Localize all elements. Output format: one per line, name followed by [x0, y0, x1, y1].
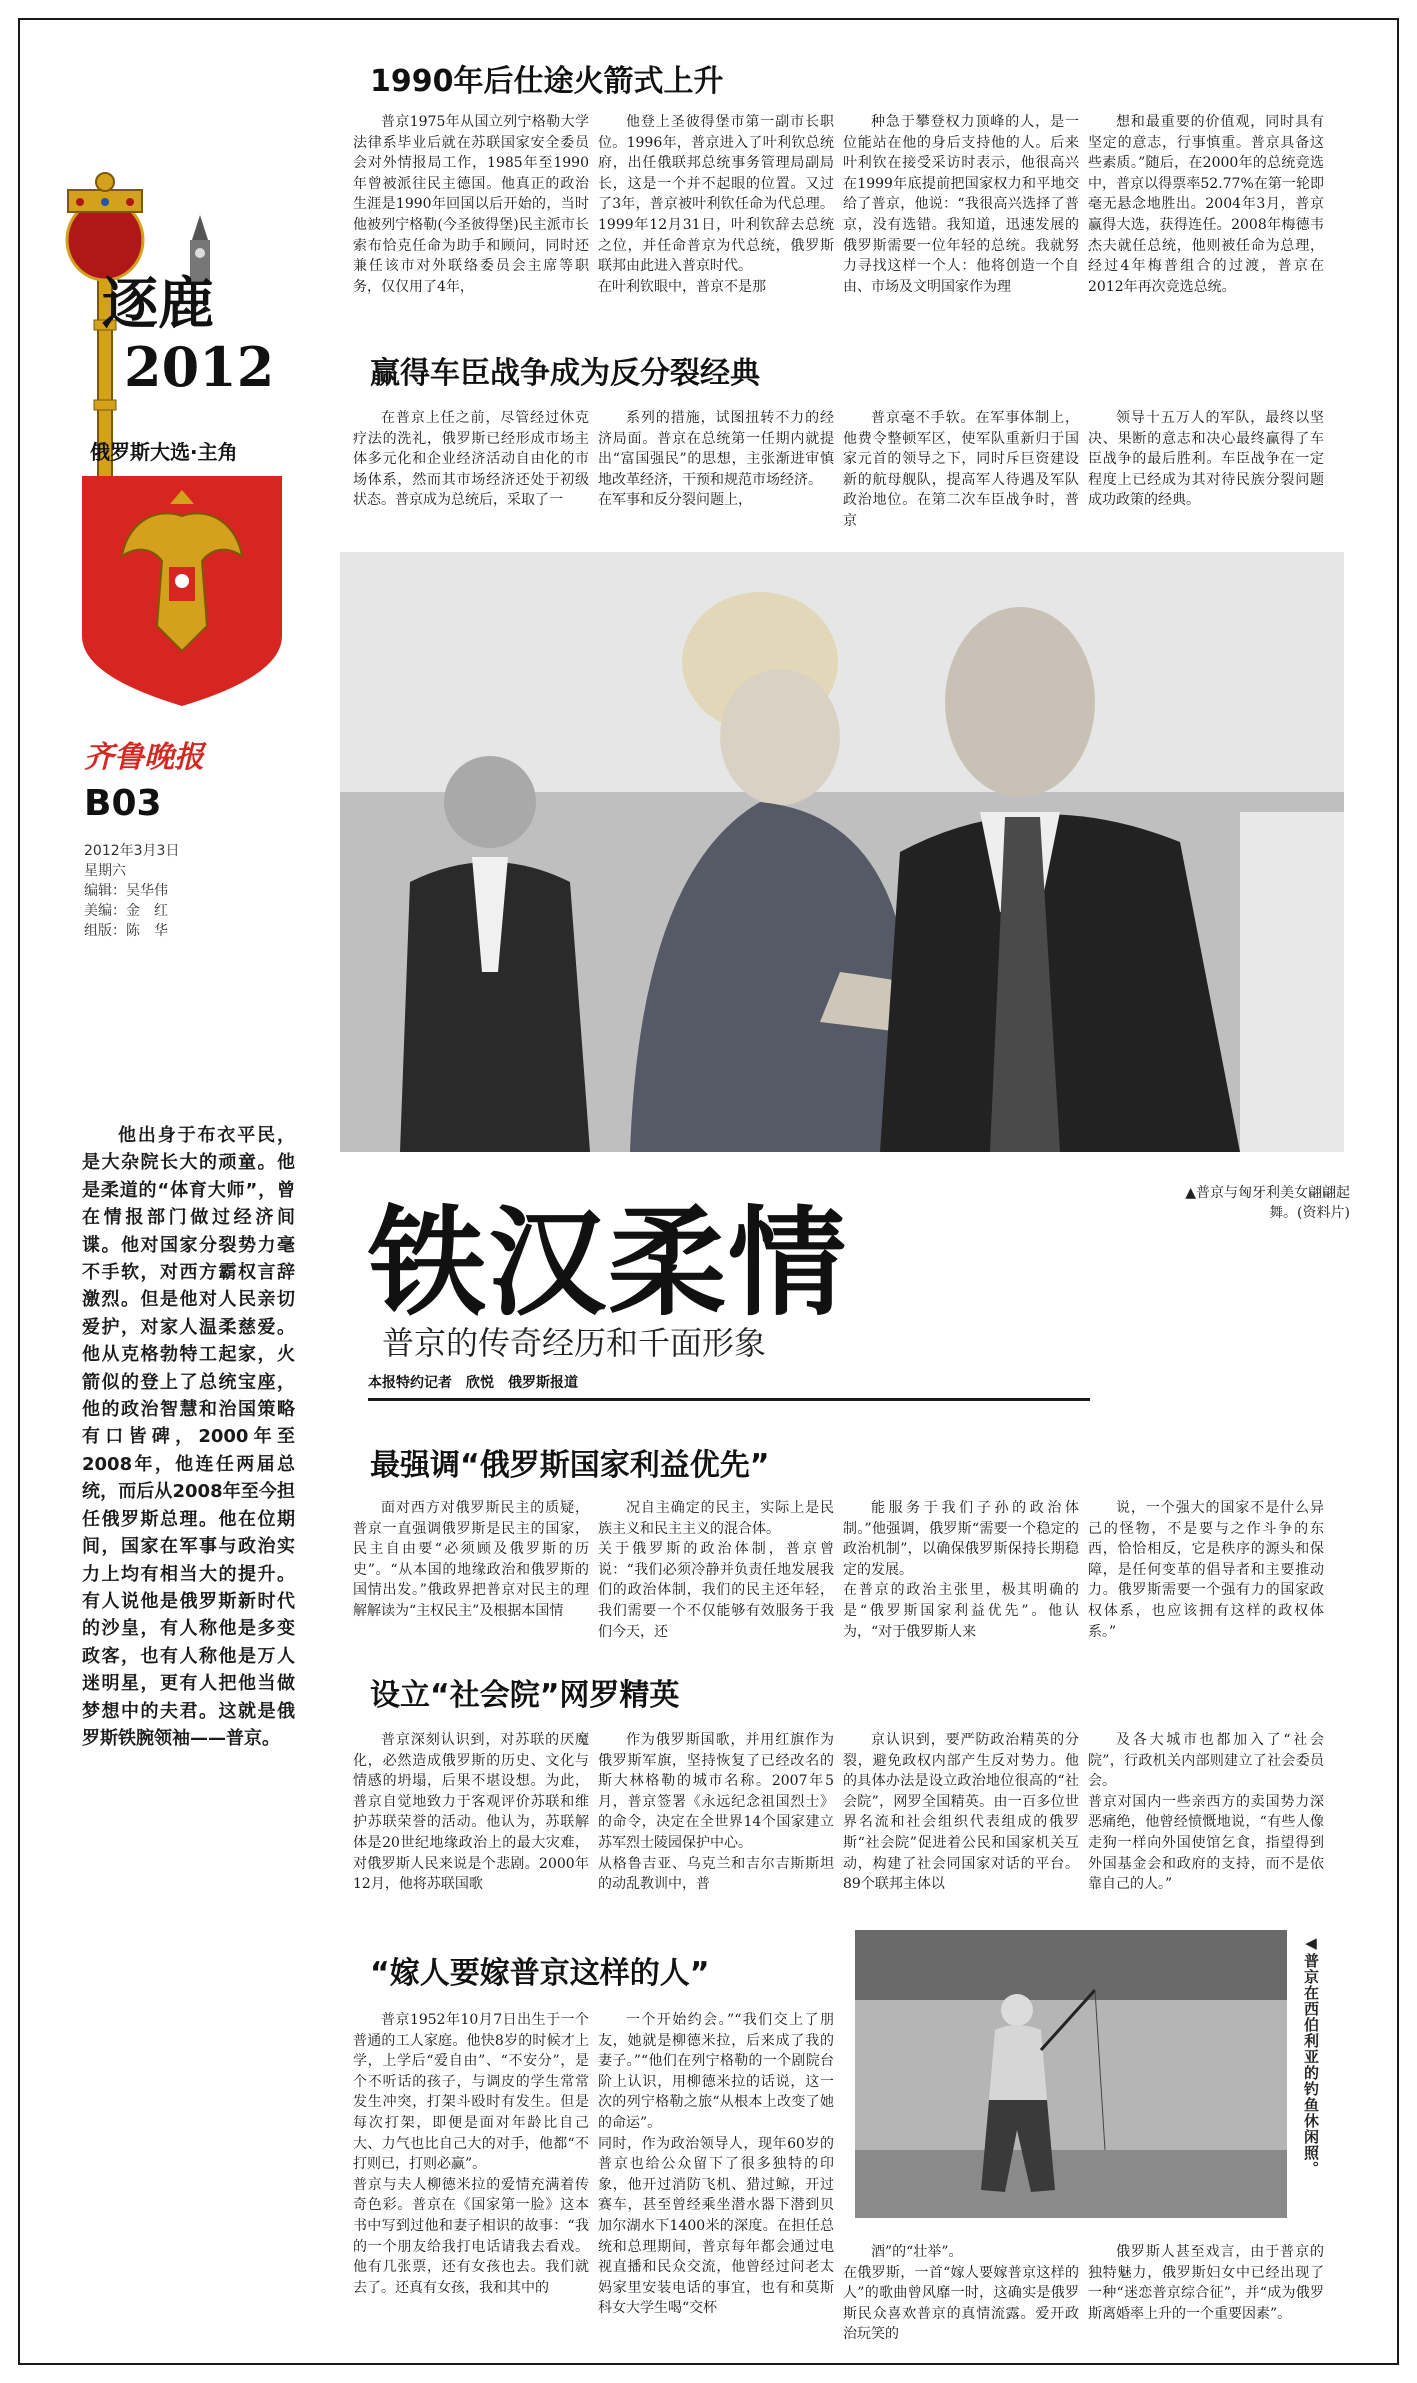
section4-headline: 设立“社会院”网罗精英: [370, 1678, 680, 1713]
layout-editor-credit: 组版：陈 华: [84, 923, 168, 939]
fishing-man-silhouette: [855, 1930, 1287, 2218]
feature-title: 铁汉柔情: [368, 1194, 849, 1332]
fishing-photo: [855, 1930, 1287, 2218]
main-photo-caption-text: ▲普京与匈牙利美女翩翩起舞。(资料片): [1185, 1185, 1350, 1221]
russian-coat-of-arms: [82, 476, 282, 706]
newspaper-name: 齐鲁晚报: [84, 740, 204, 775]
section1-col-1: 普京1975年从国立列宁格勒大学法律系毕业后就在苏联国家安全委员会对外情报局工作，1985年至1990年曾被派往民主德国。他真正的政治生涯是1990年回国以后开始的，当时他被列宁格勒(今圣彼得堡)民主派市长索布恰克任命为助手和顾问，同时还兼任该市对外联络委员会主席等职务，仅仅用了4年，: [353, 114, 589, 295]
section-subtitle: 俄罗斯大选·主角: [90, 440, 238, 464]
double-headed-eagle-icon: [82, 476, 282, 706]
section3-col-3: 能服务于我们子孙的政治体制。”他强调，俄罗斯“需要一个稳定的政治机制”，以确保俄罗斯保持长期稳定的发展。 在普京的政治主张里，极其明确的是“俄罗斯国家利益优先”。他认为，“对于俄罗斯人来: [843, 1500, 1079, 1640]
section4-col-3: 京认识到，要严防政治精英的分裂，避免政权内部产生反对势力。他的具体办法是设立政治地位很高的“社会院”，网罗全国精英。由一百多位世界名流和社会组织代表组成的俄罗斯“社会院”促进着公民和国家机关互动，构建了社会同国家对话的平台。89个联邦主体以: [843, 1732, 1079, 1893]
section-masthead: [20, 20, 320, 1100]
section3-col-2: 况自主确定的民主，实际上是民族主义和民主主义的混合体。 关于俄罗斯的政治体制，普京曾说：“我们必须冷静并负责任地发展我们的政治体制，我们的民主还年轻，我们需要一个不仅能够有效服务于我们今天，还: [598, 1500, 834, 1640]
page-date: 2012年3月3日: [84, 843, 180, 859]
section-title-line2: 2012: [124, 335, 275, 399]
section1-col-4: 想和最重要的价值观，同时具有坚定的意志，行事慎重。普京具备这些素质。”随后，在2000年的总统竞选中，普京以得票率52.77%在第一轮即毫无悬念地胜出。2004年3月，普京赢得大选，获得连任。2008年梅德韦杰夫就任总统，他则被任命为总理，经过4年梅普组合的过渡，普京在2012年再次竞选总统。: [1088, 114, 1324, 295]
section2-col-1: 在普京上任之前，尽管经过休克疗法的洗礼，俄罗斯已经形成市场主体多元化和企业经济活动自由化的市场体系，然而其市场经济还处于初级状态。普京成为总统后，采取了一: [353, 410, 589, 509]
feature-subtitle: 普京的传奇经历和千面形象: [382, 1324, 767, 1362]
section3-col-4: 说，一个强大的国家不是什么异己的怪物，不是要与之作斗争的东西，恰恰相反，它是秩序的源头和保障，是任何变革的倡导者和主要推动力。俄罗斯需要一个强有力的国家政权体系，也应该拥有这样的政权体系。”: [1088, 1500, 1324, 1640]
newspaper-page: [18, 18, 1399, 2365]
section4-col-2: 作为俄罗斯国歌，并用红旗作为俄罗斯军旗，坚持恢复了已经改名的斯大林格勒的城市名称。2007年5月，普京签署《永远纪念祖国烈士》的命令，决定在全世界14个国家建立苏军烈士陵园保护中心。 从格鲁吉亚、乌克兰和吉尔吉斯斯坦的动乱教训中，普: [598, 1732, 834, 1893]
dancing-couple-silhouette: [340, 552, 1344, 1152]
fishing-photo-caption: ◀普京在西伯利亚的钓鱼休闲照。: [1302, 1934, 1320, 2177]
feature-byline: 本报特约记者 欣悦 俄罗斯报道: [368, 1375, 578, 1391]
main-photo-caption: [1180, 1183, 1350, 1223]
section1-col-3: 种急于攀登权力顶峰的人，是一位能站在他的身后支持他的人。后来叶利钦在接受采访时表示，他很高兴在1999年底提前把国家权力和平地交给了普京，他说：“我很高兴选择了普京，没有选错。我知道，迅速发展的俄罗斯需要一位年轻的总统。我就努力寻找这样一个人：他将创造一个自由、市场及文明国家作为理: [843, 114, 1079, 295]
section2-col-2: 系列的措施，试图扭转不力的经济局面。普京在总统第一任期内就提出“富国强民”的思想，主张渐进审慎地改革经济，干预和规范市场经济。 在军事和反分裂问题上，: [598, 410, 834, 509]
section5-col-1: 普京1952年10月7日出生于一个普通的工人家庭。他快8岁的时候才上学，上学后“爱自由”、“不安分”，是个不听话的孩子，与调皮的学生常常发生冲突，打架斗殴时有发生。但是每次打架，即便是面对年龄比自己大、力气也比自己大的对手，他都“不打则已，打则必赢”。 普京与夫人柳德米拉的爱情充满着传奇色彩。普京在《国家第一脸》这本书中写到过他和妻子相识的故事：“我的一个朋友给我打电话请我去看戏。他有几张票，还有女孩也去。我们就去了。还真有女孩，我和其中的: [353, 2012, 589, 2296]
editor-credit: 编辑：吴华伟: [84, 883, 168, 899]
sidebar-text: 他出身于布衣平民，是大杂院长大的顽童。他是柔道的“体育大师”，曾在情报部门做过经济间谍。他对国家分裂势力毫不手软，对西方霸权言辞激烈。但是他对人民亲切爱护，对家人温柔慈爱。他从克格勃特工起家，火箭似的登上了总统宝座，他的政治智慧和治国策略有口皆碑，2000年至2008年，他连任两届总统，而后从2008年至今担任俄罗斯总理。他在位期间，国家在军事与政治实力上均有相当大的提升。有人说他是俄罗斯新时代的沙皇，有人称他是多变政客，也有人称他是万人迷明星，更有人把他当做梦想中的夫君。这就是俄罗斯铁腕领袖——普京。: [82, 1125, 295, 1749]
page-number: B03: [84, 783, 162, 824]
section4-col-1: 普京深刻认识到，对苏联的厌魔化，必然造成俄罗斯的历史、文化与情感的坍塌，后果不堪设想。为此，普京自觉地致力于客观评价苏联和维护苏联荣誉的活动。他认为，苏联解体是20世纪地缘政治上的最大灾难，对俄罗斯人民来说是个悲剧。2000年12月，他将苏联国歌: [353, 1732, 589, 1893]
section5-col-3: 酒”的“壮举”。 在俄罗斯，一首“嫁人要嫁普京这样的人”的歌曲曾风靡一时，这确实是俄罗斯民众喜欢普京的真情流露。爱开政治玩笑的: [843, 2244, 1079, 2343]
sidebar-summary: [82, 1122, 295, 1862]
section1-headline: 1990年后仕途火箭式上升: [370, 64, 724, 99]
main-photo-dance: [340, 552, 1344, 1152]
section5-col-2: 一个开始约会。”“我们交上了朋友，她就是柳德米拉，后来成了我的妻子。”“他们在列宁格勒的一个剧院台阶上认识，用柳德米拉的话说，这一次的列宁格勒之旅“从根本上改变了她的命运”。 同时，作为政治领导人，现年60岁的普京也给公众留下了很多独特的印象，他开过消防飞机、猎过鲸，开过赛车，甚至曾经乘坐潜水器下潜到贝加尔湖水下1400米的深度。在担任总统和总理期间，普京每年都会通过电视直播和民众交流，他曾经过问老太妈家里安装电话的事宜，也有和莫斯科女大学生喝“交杯: [598, 2012, 834, 2317]
page-weekday: 星期六: [84, 863, 126, 879]
section5-col-4: 俄罗斯人甚至戏言，由于普京的独特魅力，俄罗斯妇女中已经出现了一种“迷恋普京综合征”，并“成为俄罗斯离婚率上升的一个重要因素”。: [1088, 2244, 1324, 2322]
section1-col-2: 他登上圣彼得堡市第一副市长职位。1996年，普京进入了叶利钦总统府，出任俄联邦总统事务管理局副局长，这是一个并不起眼的位置。又过了3年，普京被叶利钦任命为代总理。1999年12月31日，叶利钦辞去总统之位，并任命普京为代总统，俄罗斯联邦由此进入普京时代。 在叶利钦眼中，普京不是那: [598, 114, 834, 295]
art-editor-credit: 美编：金 红: [84, 903, 168, 919]
section2-headline: 赢得车臣战争成为反分裂经典: [370, 356, 760, 391]
section5-headline: “嫁人要嫁普京这样的人”: [370, 1956, 710, 1991]
section3-col-1: 面对西方对俄罗斯民主的质疑，普京一直强调俄罗斯是民主的国家，民主自由要“必须顾及俄罗斯的历史”。“从本国的地缘政治和俄罗斯的国情出发。”俄政界把普京对民主的理解解读为“主权民主”及根据本国情: [353, 1500, 589, 1619]
feature-title-rule: [368, 1398, 1090, 1401]
section4-col-4: 及各大城市也都加入了“社会院”，行政机关内部则建立了社会委员会。 普京对国内一些亲西方的卖国势力深恶痛绝，他曾经愤慨地说，“有些人像走狗一样向外国使馆乞食，指望得到外国基金会和政府的支持，而不是依靠自己的人。”: [1088, 1732, 1324, 1893]
section-title-line1: 逐鹿: [102, 271, 214, 337]
section2-col-4: 领导十五万人的军队，最终以坚决、果断的意志和决心最终赢得了车臣战争的最后胜利。车臣战争在一定程度上已经成为其对待民族分裂问题成功政策的经典。: [1088, 410, 1324, 509]
section3-headline: 最强调“俄罗斯国家利益优先”: [370, 1448, 770, 1483]
section2-col-3: 普京毫不手软。在军事体制上，他费令整顿军区，使军队重新归于国家元首的领导之下，同时斥巨资建设新的航母舰队，提高军人待遇及军队政治地位。在第二次车臣战争时，普京: [843, 410, 1079, 529]
